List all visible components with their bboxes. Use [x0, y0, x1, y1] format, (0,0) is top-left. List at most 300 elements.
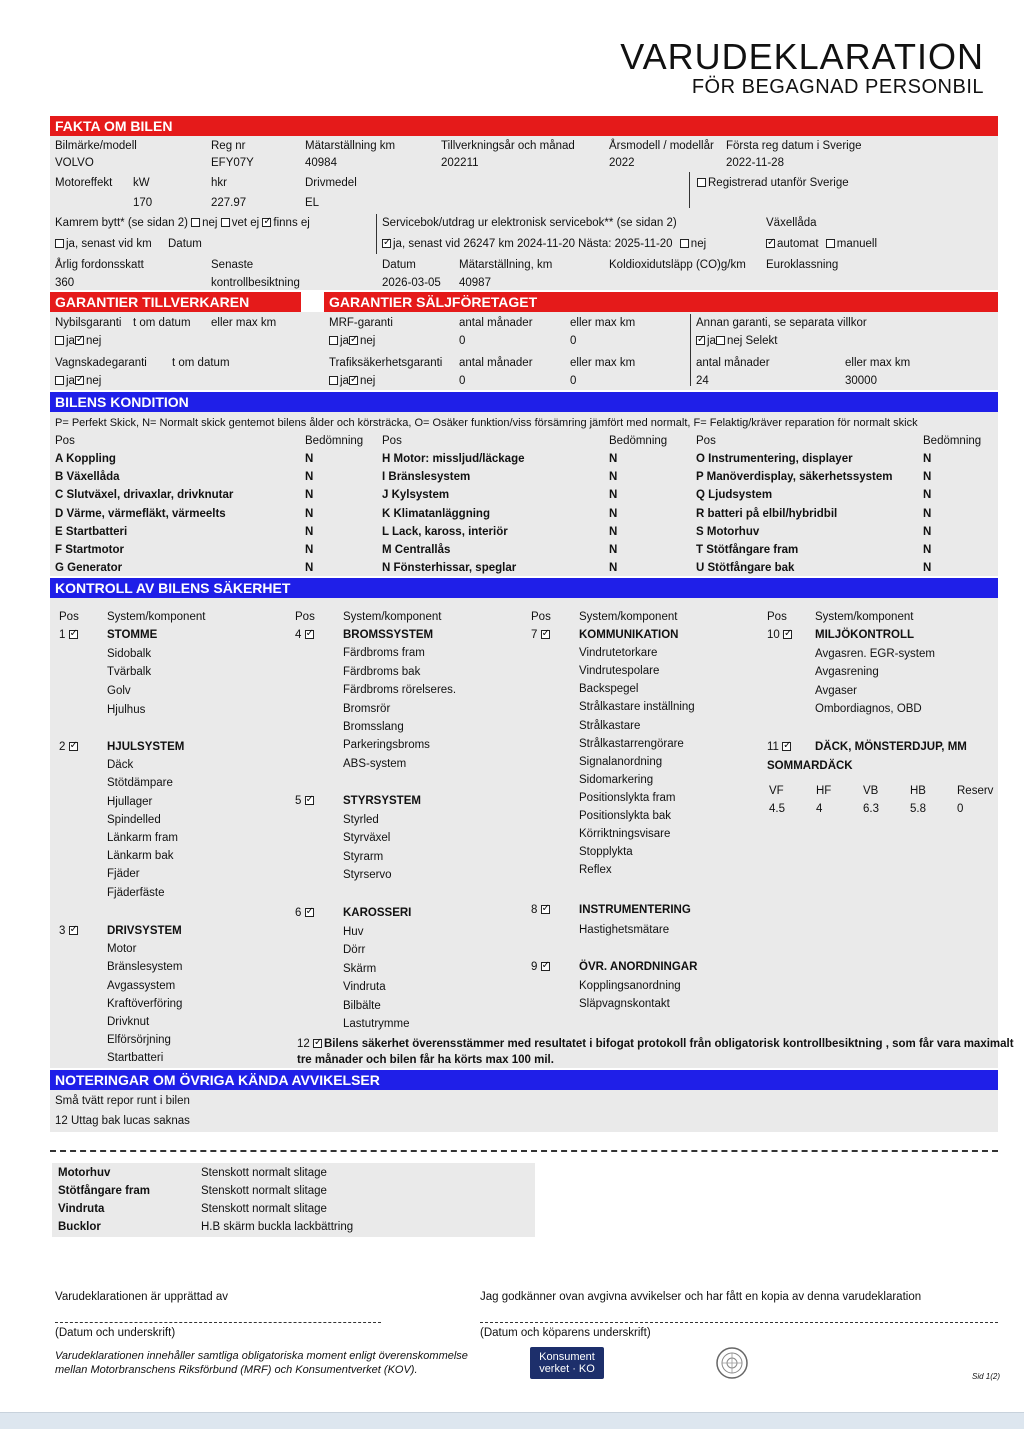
label-mrf-manader: antal månader [459, 317, 533, 329]
sak-pos-header: Pos [295, 611, 315, 623]
group-num [59, 924, 80, 938]
tire-header: VF [769, 785, 784, 797]
kondition-grade: N [609, 508, 618, 520]
label-datum: Datum [382, 259, 416, 271]
group-item: Huv [343, 926, 364, 938]
group-item: Bränslesystem [107, 961, 183, 973]
group-item: Avgaser [815, 685, 857, 697]
kamrem-finns-label: finns ej [273, 217, 310, 229]
group-number: 4 [295, 629, 302, 641]
group-item: Kraftöverföring [107, 998, 183, 1010]
avvikelse-note: H.B skärm buckla lackbättring [201, 1221, 354, 1233]
label-trafik-manader: antal månader [459, 357, 533, 369]
label-motoreffekt: Motoreffekt [55, 177, 113, 189]
kondition-item: I Bränslesystem [382, 471, 471, 483]
tire-header: VB [863, 785, 879, 797]
automat-label: automat [777, 238, 819, 250]
sak-sys-header: System/komponent [343, 611, 442, 623]
group-num [295, 794, 316, 808]
avvikelse-part: Bucklor [58, 1221, 101, 1233]
group-item: Länkarm fram [107, 832, 178, 844]
value-datum: 2026-03-05 [382, 277, 441, 289]
kondition-item: U Stötfångare bak [696, 562, 795, 574]
kondition-grade: N [305, 526, 314, 538]
kondition-item: F Startmotor [55, 544, 124, 556]
section-kondition-heading: BILENS KONDITION [50, 392, 998, 412]
group-item: Fjäder [107, 868, 140, 880]
group-item: Styrarm [343, 851, 384, 863]
kamrem-row [55, 216, 310, 230]
checkbox-item-12[interactable] [313, 1039, 322, 1048]
kamrem-ja-label: ja, senast vid km [66, 238, 152, 250]
group-item: Styrservo [343, 869, 392, 881]
kondition-item: S Motorhuv [696, 526, 760, 538]
kondition-item: J Kylsystem [382, 489, 450, 501]
label-bilmarke: Bilmärke/modell [55, 140, 137, 152]
group-item: Lastutrymme [343, 1018, 410, 1030]
page-number: Sid 1(2) [972, 1372, 1001, 1381]
kondition-item: L Lack, kaross, interiör [382, 526, 508, 538]
kondition-bed-header: Bedömning [305, 435, 364, 447]
label-annan-manader: antal månader [696, 357, 770, 369]
value-annan-manader: 24 [696, 375, 709, 387]
label-annan-garanti: Annan garanti, se separata villkor [696, 317, 867, 329]
nej-label: nej [359, 375, 376, 387]
group-item: Färdbroms fram [343, 647, 425, 659]
kondition-item: K Klimatanläggning [382, 508, 490, 520]
ja-label: ja [66, 375, 75, 387]
value-tillverkningsar: 202211 [441, 157, 479, 169]
group-title: STOMME [107, 629, 158, 641]
group-title: MILJÖKONTROLL [815, 629, 915, 641]
checkbox-vagnskada-ja[interactable] [55, 376, 64, 385]
group-number: 1 [59, 629, 66, 641]
group-item: Släpvagnskontakt [579, 998, 670, 1010]
checkbox-servicebok-nej[interactable] [680, 239, 689, 248]
checkbox-trafik-nej[interactable] [349, 376, 358, 385]
value-arsmodell: 2022 [609, 157, 635, 169]
checkbox-kamrem-ja[interactable] [55, 239, 64, 248]
page-subtitle: FÖR BEGAGNAD PERSONBIL [691, 76, 984, 98]
noteringar-panel [50, 1090, 998, 1132]
avvikelse-note: Stenskott normalt slitage [201, 1185, 327, 1197]
fakta-divider-vertical [689, 172, 690, 208]
value-fordonsskatt: 360 [55, 277, 75, 289]
group-item: Spindelled [107, 814, 161, 826]
group-number: 5 [295, 795, 302, 807]
kamrem-label: Kamrem bytt* (se sidan 2) [55, 217, 188, 229]
group-item: Positionslykta fram [579, 792, 676, 804]
avvikelse-part: Stötfångare fram [58, 1185, 151, 1197]
kondition-item: P Manöverdisplay, säkerhetssystem [696, 471, 893, 483]
checkbox-g2[interactable] [69, 742, 78, 751]
group-title: STYRSYSTEM [343, 795, 421, 807]
kondition-grade: N [923, 562, 932, 574]
group-item: Parkeringsbroms [343, 739, 430, 751]
group-number: 2 [59, 741, 66, 753]
kondition-grade: N [923, 471, 932, 483]
label-nybilsgaranti: Nybilsgaranti [55, 317, 122, 329]
nybil-janej [55, 334, 101, 348]
kondition-item: H Motor: missljud/läckage [382, 453, 525, 465]
group-item: Länkarm bak [107, 850, 174, 862]
group-item: Signalanordning [579, 756, 663, 768]
kondition-grade: N [923, 544, 932, 556]
group-title: BROMSSYSTEM [343, 629, 434, 641]
group-item: Kopplingsanordning [579, 980, 681, 992]
checkbox-trafik-ja[interactable] [329, 376, 338, 385]
value-matarstallning: 40984 [305, 157, 337, 169]
kondition-pos-header: Pos [55, 435, 75, 447]
checkbox-manuell[interactable] [826, 239, 835, 248]
tire-value: 4.5 [769, 803, 785, 815]
kondition-grade: N [609, 489, 618, 501]
checkbox-g10[interactable] [783, 630, 792, 639]
checkbox-group-11[interactable] [782, 742, 791, 751]
group-item: Skärm [343, 963, 377, 975]
group-title: KAROSSERI [343, 907, 412, 919]
vaxellada-row [766, 237, 877, 251]
sak-pos-header: Pos [531, 611, 551, 623]
kondition-grade: N [923, 508, 932, 520]
group-item: Vindrutetorkare [579, 647, 658, 659]
group-item: Hjulhus [107, 704, 146, 716]
ja-label: ja [340, 335, 349, 347]
ja-label: ja [707, 335, 716, 347]
disclaimer-line-2: mellan Motorbranschens Riksförbund (MRF) och Konsumentverket (KOV). [55, 1364, 418, 1376]
annan-nej-label: nej Selekt [726, 335, 778, 347]
kondition-grade: N [305, 489, 314, 501]
group-item: Styrväxel [343, 832, 391, 844]
group-item: Färdbroms bak [343, 666, 421, 678]
group-num [295, 628, 316, 642]
item-12-num: 12 [297, 1038, 310, 1050]
fakta-divider-vertical-2 [376, 214, 377, 254]
kamrem-vetej-label: vet ej [231, 217, 260, 229]
trafik-janej [329, 374, 375, 388]
kondition-item: E Startbatteri [55, 526, 128, 538]
kondition-item: N Fönsterhissar, speglar [382, 562, 517, 574]
label-arsmodell: Årsmodell / modellår [609, 140, 714, 152]
konsumentverket-logo [530, 1347, 604, 1379]
kondition-legend: P= Perfekt Skick, N= Normalt skick gentemot bilens ålder och körsträcka, O= Osäker funktion/viss försämring jämfört med normalt, F= Felaktig/kräver reparation för normalt skick [55, 417, 918, 429]
label-nybil-maxkm: eller max km [211, 317, 277, 329]
checkbox-g1[interactable] [69, 630, 78, 639]
kondition-grade: N [609, 471, 618, 483]
avvikelse-part: Motorhuv [58, 1167, 111, 1179]
upprattad-label: Varudeklarationen är upprättad av [55, 1291, 229, 1303]
kondition-item: C Slutväxel, drivaxlar, drivknutar [55, 489, 234, 501]
checkbox-mrf-ja[interactable] [329, 336, 338, 345]
group-item: ABS-system [343, 758, 407, 770]
group-item: Körriktningsvisare [579, 828, 671, 840]
value-trafik-km: 0 [570, 375, 577, 387]
kov-logo-line: Konsument [539, 1351, 595, 1363]
section-sakerhet-heading: KONTROLL AV BILENS SÄKERHET [50, 578, 998, 598]
signature-line-seller[interactable] [55, 1322, 381, 1323]
value-trafik-manader: 0 [459, 375, 466, 387]
label-senaste: Senaste [211, 259, 254, 271]
group-item: Tvärbalk [107, 666, 152, 678]
group-item: Elförsörjning [107, 1034, 171, 1046]
group-number: 9 [531, 961, 538, 973]
servicebok-ja-label: ja, senast vid 26247 km 2024-11-20 Nästa: 2025-11-20 [393, 238, 673, 250]
section-fakta-heading: FAKTA OM BILEN [50, 116, 998, 136]
group-title: DRIVSYSTEM [107, 925, 182, 937]
group-item: Vindrutespolare [579, 665, 660, 677]
group-item: Däck [107, 759, 134, 771]
avvikelse-note: Stenskott normalt slitage [201, 1167, 327, 1179]
group-item: Hastighetsmätare [579, 924, 670, 936]
value-kw: 170 [133, 197, 153, 209]
group-item: Fjäderfäste [107, 887, 165, 899]
tire-header: Reserv [957, 785, 994, 797]
label-tillverkningsar: Tillverkningsår och månad [441, 140, 575, 152]
group-number: 10 [767, 629, 780, 641]
notering-line-1: Små tvätt repor runt i bilen [55, 1095, 190, 1107]
ja-label: ja [340, 375, 349, 387]
group-item: Dörr [343, 944, 366, 956]
kondition-item: O Instrumentering, displayer [696, 453, 853, 465]
sak-pos-header: Pos [767, 611, 787, 623]
kondition-bed-header: Bedömning [609, 435, 668, 447]
kondition-grade: N [609, 562, 618, 574]
kondition-grade: N [923, 453, 932, 465]
mrf-janej [329, 334, 375, 348]
group-item: Bromsslang [343, 721, 404, 733]
checkbox-g4[interactable] [305, 630, 314, 639]
group-item: Hjullager [107, 796, 153, 808]
nej-label: nej [85, 375, 102, 387]
checkbox-annan-nej[interactable] [716, 336, 725, 345]
signature-line-buyer[interactable] [480, 1322, 998, 1323]
checkbox-kamrem-nej[interactable] [191, 218, 200, 227]
label-hkr: hkr [211, 177, 227, 189]
kondition-item: R batteri på elbil/hybridbil [696, 508, 838, 520]
reg-utanfor-label: Registrerad utanför Sverige [708, 177, 849, 189]
group-num [531, 628, 552, 642]
checkbox-g5[interactable] [305, 796, 314, 805]
checkbox-g7[interactable] [541, 630, 550, 639]
value-annan-km: 30000 [845, 375, 877, 387]
checkbox-annan-ja[interactable] [696, 336, 705, 345]
label-trafik-maxkm: eller max km [570, 357, 636, 369]
group-item: Startbatteri [107, 1052, 164, 1064]
window-bottom-bar [0, 1412, 1024, 1429]
kondition-item: B Växellåda [55, 471, 120, 483]
tire-header: HB [910, 785, 926, 797]
kondition-bed-header: Bedömning [923, 435, 982, 447]
group-num [59, 740, 80, 754]
group-item: Färdbroms rörelseres. [343, 684, 457, 696]
item-12-line1 [297, 1037, 1014, 1051]
mrf-seal-icon [713, 1346, 751, 1380]
label-kontrollbesiktning: kontrollbesiktning [211, 277, 300, 289]
group-item: Strålkastare [579, 720, 641, 732]
checkbox-servicebok-ja[interactable] [382, 239, 391, 248]
servicebok-nej-label: nej [690, 238, 707, 250]
value-matar2: 40987 [459, 277, 491, 289]
group-item: Strålkastarrengörare [579, 738, 684, 750]
label-vagnskadegaranti: Vagnskadegaranti [55, 357, 147, 369]
kondition-item: Q Ljudsystem [696, 489, 773, 501]
group-title: KOMMUNIKATION [579, 629, 679, 641]
group-11-num [767, 740, 793, 754]
value-regnr: EFY07Y [211, 157, 254, 169]
group-num [531, 960, 552, 974]
kondition-grade: N [923, 489, 932, 501]
group-item: Bromsrör [343, 703, 391, 715]
item-12-text: Bilens säkerhet överensstämmer med resultatet i bifogat protokoll från obligatorisk kontrollbesiktning , som får vara maximalt [324, 1038, 1014, 1050]
sak-sys-header: System/komponent [815, 611, 914, 623]
checkbox-nybil-nej[interactable] [75, 336, 84, 345]
group-title: ÖVR. ANORDNINGAR [579, 961, 698, 973]
kondition-pos-header: Pos [382, 435, 402, 447]
group-item: Sidobalk [107, 648, 152, 660]
group-number: 3 [59, 925, 66, 937]
group-item: Sidomarkering [579, 774, 654, 786]
kondition-grade: N [305, 544, 314, 556]
kondition-item: M Centrallås [382, 544, 451, 556]
tire-header: HF [816, 785, 832, 797]
vaxellada-label: Växellåda [766, 217, 817, 229]
kondition-grade: N [305, 562, 314, 574]
kondition-item: D Värme, värmefläkt, värmeelts [55, 508, 226, 520]
checkbox-nybil-ja[interactable] [55, 336, 64, 345]
kondition-grade: N [923, 526, 932, 538]
nej-label: nej [85, 335, 102, 347]
vagnskada-janej [55, 374, 101, 388]
avvikelse-note: Stenskott normalt slitage [201, 1203, 327, 1215]
label-annan-km: eller max km [845, 357, 911, 369]
group-item: Stötdämpare [107, 777, 173, 789]
checkbox-vagnskada-nej[interactable] [75, 376, 84, 385]
group-item: Avgasren. EGR-system [815, 648, 935, 660]
kamrem-datum-label: Datum [168, 238, 202, 250]
group-item: Bilbälte [343, 1000, 381, 1012]
group-number: 8 [531, 904, 538, 916]
item-12-line2: tre månader och bilen får ha körts max 100 mil. [297, 1054, 554, 1066]
group-11-title: DÄCK, MÖNSTERDJUP, MM [815, 741, 967, 753]
value-hkr: 227.97 [211, 197, 247, 209]
datum-underskrift-label: (Datum och underskrift) [55, 1327, 176, 1339]
servicebok-label: Servicebok/utdrag ur elektronisk servicebok** (se sidan 2) [382, 217, 677, 229]
servicebok-row [382, 237, 706, 251]
group-num [531, 903, 552, 917]
kondition-grade: N [305, 471, 314, 483]
label-forsta-reg: Första reg datum i Sverige [726, 140, 862, 152]
checkbox-g6[interactable] [305, 908, 314, 917]
nej-label: nej [359, 335, 376, 347]
group-item: Ombordiagnos, OBD [815, 703, 922, 715]
sak-sys-header: System/komponent [579, 611, 678, 623]
value-mrf-manader: 0 [459, 335, 466, 347]
group-item: Styrled [343, 814, 379, 826]
kamrem-ja-row [55, 237, 152, 251]
label-trafiksakerhetsgaranti: Trafiksäkerhetsgaranti [329, 357, 443, 369]
group-item: Motor [107, 943, 137, 955]
value-mrf-km: 0 [570, 335, 577, 347]
kondition-grade: N [305, 453, 314, 465]
manuell-label: manuell [836, 238, 878, 250]
group-title: HJULSYSTEM [107, 741, 185, 753]
checkbox-g3[interactable] [69, 926, 78, 935]
label-kw: kW [133, 177, 150, 189]
sak-sys-header: System/komponent [107, 611, 206, 623]
checkbox-g9[interactable] [541, 962, 550, 971]
kondition-grade: N [609, 526, 618, 538]
group-item: Vindruta [343, 981, 386, 993]
checkbox-kamrem-vetej[interactable] [221, 218, 230, 227]
group-num [59, 628, 80, 642]
datum-kopare-label: (Datum och köparens underskrift) [480, 1327, 651, 1339]
group-item: Drivknut [107, 1016, 150, 1028]
garantier-divider-vertical [690, 314, 691, 386]
tire-value: 0 [957, 803, 964, 815]
disclaimer-line-1: Varudeklarationen innehåller samtliga obligatoriska moment enligt överenskommelse [55, 1350, 468, 1362]
kondition-grade: N [609, 453, 618, 465]
label-regnr: Reg nr [211, 140, 246, 152]
kondition-grade: N [609, 544, 618, 556]
sak-pos-header: Pos [59, 611, 79, 623]
section-noteringar-heading: NOTERINGAR OM ÖVRIGA KÄNDA AVVIKELSER [50, 1070, 998, 1090]
value-forsta-reg: 2022-11-28 [726, 157, 784, 169]
group-item: Avgassystem [107, 980, 176, 992]
label-matarstallning: Mätarställning km [305, 140, 396, 152]
group-item: Avgasrening [815, 666, 879, 678]
group-title: INSTRUMENTERING [579, 904, 691, 916]
checkbox-g8[interactable] [541, 905, 550, 914]
checkbox-icon[interactable] [697, 178, 706, 187]
kondition-item: G Generator [55, 562, 123, 574]
group-item: Strålkastare inställning [579, 701, 695, 713]
kondition-pos-header: Pos [696, 435, 716, 447]
notering-line-2: 12 Uttag bak lucas saknas [55, 1115, 190, 1127]
group-item: Positionslykta bak [579, 810, 672, 822]
label-vagnskada-tom: t om datum [172, 357, 230, 369]
godkanner-label: Jag godkänner ovan avgivna avvikelser och har fått en kopia av denna varudeklaration [480, 1291, 922, 1303]
tire-value: 5.8 [910, 803, 926, 815]
ja-label: ja [66, 335, 75, 347]
label-mrf-maxkm: eller max km [570, 317, 636, 329]
group-num: 11 [767, 741, 779, 753]
group-num [767, 628, 794, 642]
group-number: 6 [295, 907, 302, 919]
label-fordonsskatt: Årlig fordonsskatt [55, 259, 144, 271]
kondition-item: A Koppling [55, 453, 116, 465]
checkbox-automat[interactable] [766, 239, 775, 248]
section-garantier-saljforetaget-heading: GARANTIER SÄLJFÖRETAGET [324, 292, 998, 312]
section-garantier-tillverkaren-heading: GARANTIER TILLVERKAREN [50, 292, 301, 312]
group-item: Reflex [579, 864, 612, 876]
group-item: Stopplykta [579, 846, 633, 858]
noteringar-dash-line [50, 1150, 998, 1152]
label-euro: Euroklassning [766, 259, 839, 271]
label-co2: Koldioxidutsläpp (CO)g/km [609, 259, 746, 271]
annan-janej [696, 334, 777, 348]
group-item: Backspegel [579, 683, 639, 695]
tire-value: 4 [816, 803, 823, 815]
checkbox-mrf-nej[interactable] [349, 336, 358, 345]
avvikelse-part: Vindruta [58, 1203, 105, 1215]
checkbox-kamrem-finns[interactable] [262, 218, 271, 227]
tire-value: 6.3 [863, 803, 879, 815]
kondition-grade: N [305, 508, 314, 520]
checkbox-reg-utanfor[interactable] [697, 176, 849, 190]
group-number: 7 [531, 629, 538, 641]
group-11-season: SOMMARDÄCK [767, 760, 853, 772]
kov-logo-line: verket · KO [539, 1363, 595, 1375]
